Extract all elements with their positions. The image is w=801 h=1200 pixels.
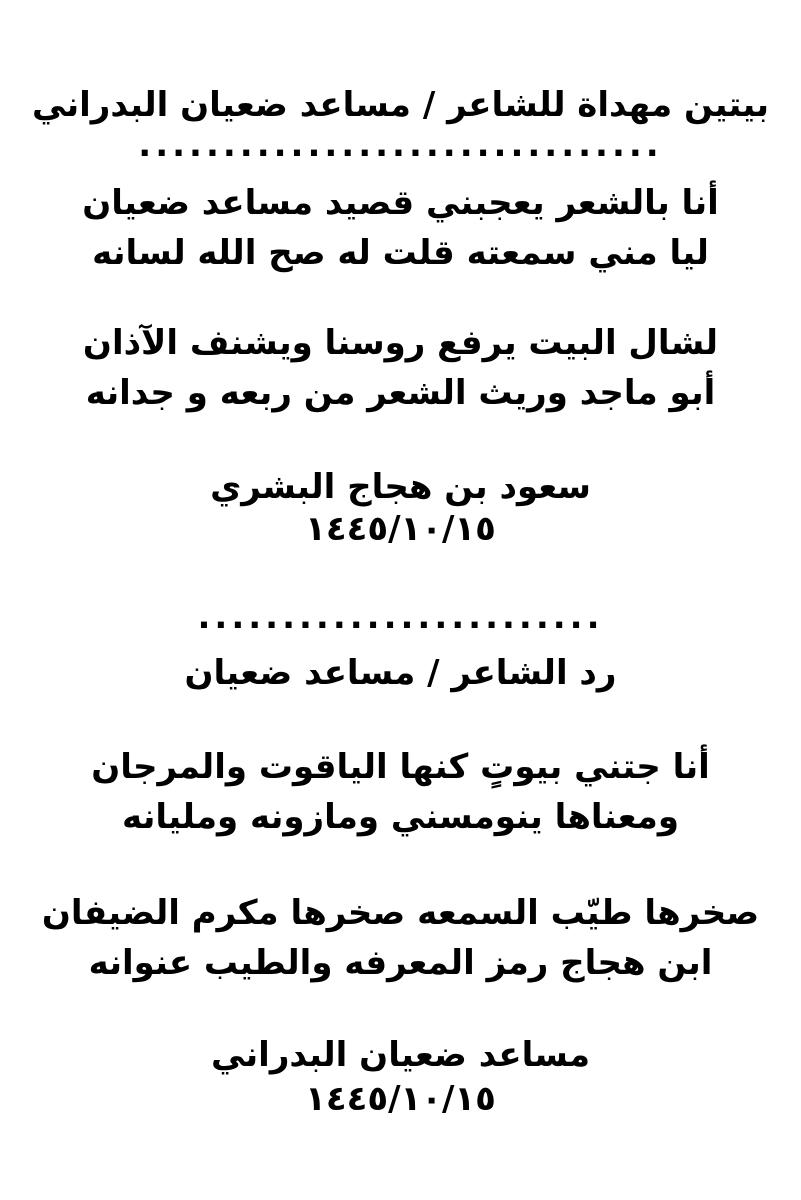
poem1-verse2-line2: أبو ماجد وريث الشعر من ربعه و جدانه [85,373,716,413]
poem2-author: مساعد ضعيان البدراني [211,1035,590,1075]
poem1-verse1-line2: ليا مني سمعته قلت له صح الله لسانه [92,233,709,273]
separator-mid: ........................ [197,597,604,637]
poem1-verse1-line1: أنا بالشعر يعجبني قصيد مساعد ضعيان [82,183,719,223]
reply-title: رد الشاعر / مساعد ضعيان [184,653,617,693]
poem1-author: سعود بن هجاج البشري [210,467,591,507]
poem2-verse2-line2: ابن هجاج رمز المعرفه والطيب عنوانه [88,943,713,983]
poem1-date: ١٤٤٥/١٠/١٥ [305,509,496,549]
title: بيتين مهداة للشاعر / مساعد ضعيان البدراني [31,85,769,125]
separator-top: ............................... [138,125,663,165]
poem2-verse1-line2: ومعناها ينومسني ومازونه ومليانه [122,797,679,837]
poem2-verse1-line1: أنا جتني بيوتٍ كنها الياقوت والمرجان [91,747,710,787]
poem2-date: ١٤٤٥/١٠/١٥ [305,1079,496,1119]
poem2-verse2-line1: صخرها طيّب السمعه صخرها مكرم الضيفان [41,893,760,933]
poem1-verse2-line1: لشال البيت يرفع روسنا ويشنف الآذان [82,323,719,363]
